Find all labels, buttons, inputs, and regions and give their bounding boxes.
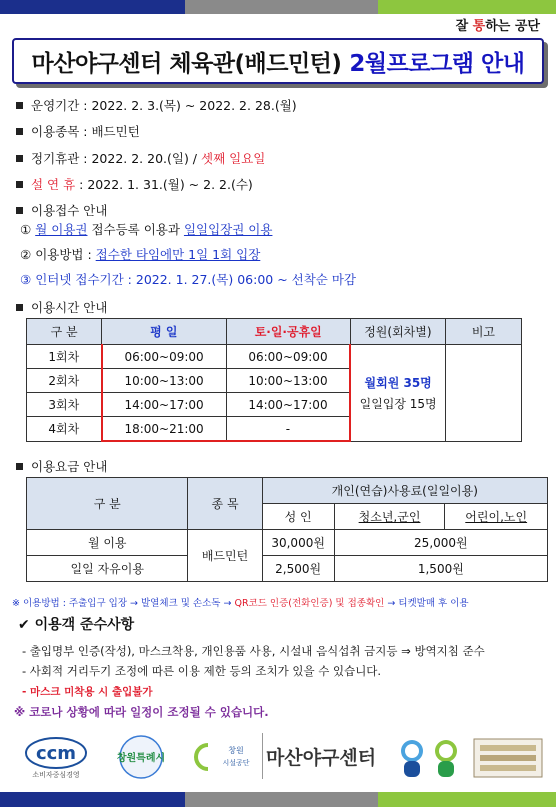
reception-title: 이용접수 안내	[16, 201, 107, 219]
fee-header-child: 어린이,노인	[445, 504, 548, 530]
ccm-text: ccm	[35, 743, 77, 764]
fee-row-label: 일일 자유이용	[27, 556, 188, 582]
schedule-header-weekday: 평 일	[102, 319, 226, 345]
info-closed: 정기휴관 : 2022. 2. 20.(일) / 셋째 일요일	[16, 149, 265, 167]
facility-text-a: 창원	[228, 746, 244, 755]
rule-item: - 사회적 거리두기 조정에 따른 이용 제한 등의 조치가 있을 수 있습니다.	[22, 664, 382, 678]
weekday-time: 18:00~21:00	[102, 417, 226, 442]
schedule-header-note: 비고	[445, 319, 521, 345]
fee-header-category: 구 분	[27, 478, 188, 530]
schedule-header-row	[27, 319, 522, 345]
top-color-bar	[0, 0, 556, 14]
changwon-text: 창원특례시	[116, 753, 166, 764]
schedule-table	[26, 318, 522, 442]
weekday-time: 10:00~13:00	[102, 369, 226, 393]
weekday-time: 06:00~09:00	[102, 345, 226, 369]
session-label: 1회차	[27, 345, 102, 369]
table-row	[27, 345, 522, 369]
facility-text-b: 시설공단	[222, 759, 250, 767]
schedule-header-capacity: 정원(회차별)	[350, 319, 445, 345]
rules-title: ✔ 이용객 준수사항	[18, 617, 135, 633]
fee-row-label: 월 이용	[27, 530, 188, 556]
fee-header-fee: 개인(연습)사용료(일일이용)	[262, 478, 547, 504]
emblem-logo	[472, 735, 544, 781]
slogan: 잘 통하는 공단	[455, 19, 540, 34]
info-holiday: 설 연 휴 : 2022. 1. 31.(월) ~ 2. 2.(수)	[16, 175, 253, 193]
capacity-monthly: 월회원 35명	[364, 375, 432, 390]
time-title: 이용시간 안내	[16, 298, 107, 316]
fee-adult: 2,500원	[262, 556, 334, 582]
session-label: 3회차	[27, 393, 102, 417]
capacity-cell	[350, 345, 445, 442]
fee-item: 배드민턴	[188, 530, 262, 582]
masan-baseball-center-logo: 마산야구센터	[262, 733, 379, 779]
fee-header-row	[27, 478, 548, 504]
ccm-logo	[16, 733, 96, 781]
weekend-time: 14:00~17:00	[226, 393, 350, 417]
reception-item-2: ② 이용방법 : 접수한 타임에만 1일 1회 입장	[20, 247, 261, 262]
weekend-time: -	[226, 417, 350, 442]
facility-corp-logo	[190, 731, 250, 783]
mascot-logo	[392, 733, 468, 783]
reception-item-1: ① 월 이용권 접수등록 이용과 일일입장권 이용	[20, 222, 273, 237]
table-row	[27, 530, 548, 556]
table-row	[27, 556, 548, 582]
fee-header-youth: 청소년,군인	[334, 504, 445, 530]
page-title	[14, 40, 542, 82]
fee-header-item: 종 목	[188, 478, 262, 530]
fee-title: 이용요금 안내	[16, 457, 107, 475]
title-accent: 2월프로그램 안내	[349, 50, 525, 77]
session-label: 4회차	[27, 417, 102, 442]
info-type: 이용종목 : 배드민턴	[16, 122, 140, 140]
covid-notice: ※ 코로나 상황에 따라 일정이 조정될 수 있습니다.	[14, 705, 269, 719]
fee-adult: 30,000원	[262, 530, 334, 556]
mask-warning: - 마스크 미착용 시 출입불가	[22, 686, 153, 698]
title-main: 마산야구센터 체육관(배드민턴)	[31, 50, 342, 77]
changwon-city-logo	[105, 733, 177, 781]
weekend-time: 10:00~13:00	[226, 369, 350, 393]
reception-item-3: ③ 인터넷 접수기간 : 2022. 1. 27.(목) 06:00 ~ 선착순 마감	[20, 272, 356, 287]
note-cell	[445, 345, 521, 442]
fee-youth-child: 1,500원	[334, 556, 547, 582]
ccm-sub: 소비자중심경영	[32, 771, 80, 779]
bottom-color-bar	[0, 792, 556, 807]
usage-note: ※ 이용방법 : 주출입구 입장 → 발열체크 및 손소독 → QR코드 인증(전화인증) 및 접종확인 → 티켓발매 후 이용	[12, 598, 469, 609]
session-label: 2회차	[27, 369, 102, 393]
weekend-time: 06:00~09:00	[226, 345, 350, 369]
schedule-header-category: 구 분	[27, 319, 102, 345]
schedule-header-weekend: 토·일·공휴일	[226, 319, 350, 345]
info-period: 운영기간 : 2022. 2. 3.(목) ~ 2022. 2. 28.(월)	[16, 96, 297, 114]
rule-item: - 출입명부 인증(작성), 마스크착용, 개인용품 사용, 시설내 음식섭취 금지등 ⇒ 방역지침 준수	[22, 644, 485, 658]
fee-header-adult: 성 인	[262, 504, 334, 530]
capacity-daily: 일일입장 15명	[359, 396, 437, 411]
weekday-time: 14:00~17:00	[102, 393, 226, 417]
check-icon: ✔	[18, 617, 30, 633]
fee-table	[26, 477, 548, 582]
fee-youth-child: 25,000원	[334, 530, 547, 556]
